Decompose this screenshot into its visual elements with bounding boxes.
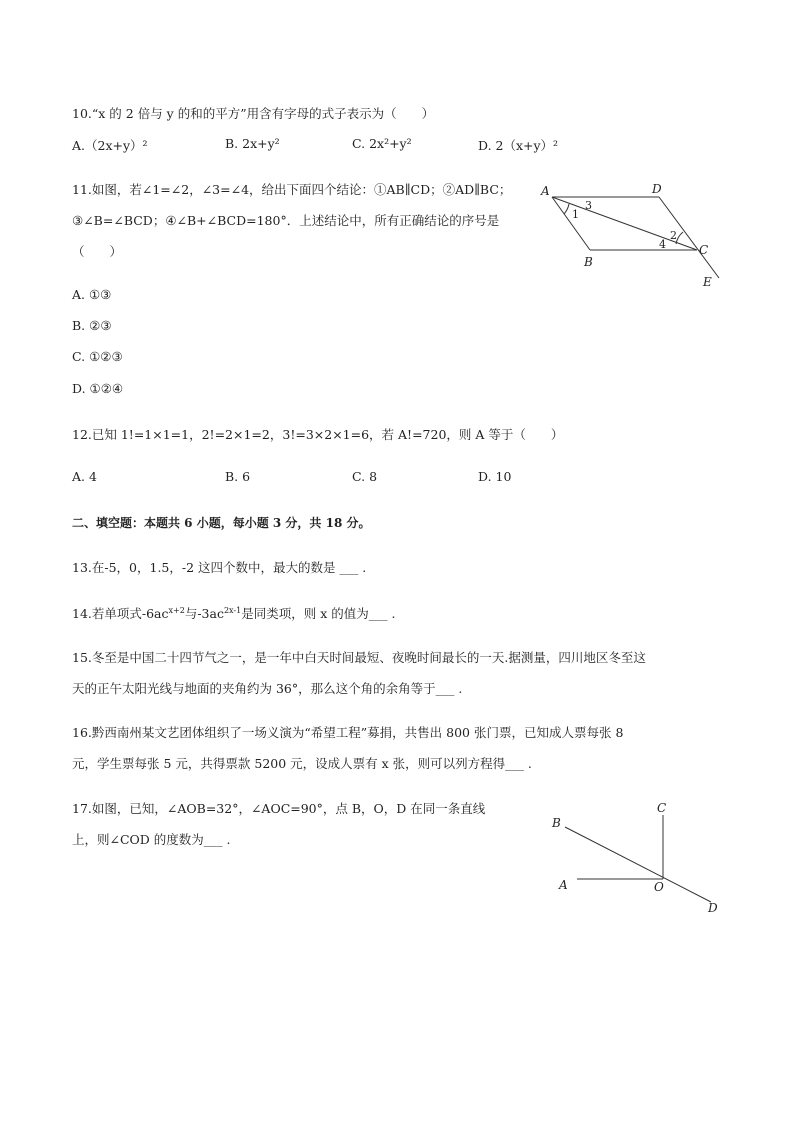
- section-2-heading: 二、填空题：本题共 6 小题，每小题 3 分，共 18 分。: [72, 516, 371, 530]
- angle-arc-1: [564, 204, 569, 214]
- q11-option-b: B. ②③: [72, 318, 112, 333]
- q13-stem: 13.在-5，0，1.5，-2 这四个数中，最大的数是 ___ .: [72, 560, 367, 575]
- q12-option-b: B. 6: [225, 469, 251, 484]
- label-c: C: [699, 243, 709, 257]
- label-a: A: [559, 878, 568, 892]
- angle-label-1: 1: [572, 208, 579, 221]
- q11-stem-line3: （ ）: [72, 244, 123, 259]
- q11-parallelogram-figure: [535, 178, 735, 293]
- line-dce: [659, 197, 719, 278]
- label-b: B: [584, 255, 593, 269]
- q14-part3: 是同类项，则 x 的值为___ .: [241, 606, 396, 621]
- line-bod: [565, 827, 711, 902]
- q10-option-c: C. 2x²+y²: [352, 136, 412, 151]
- q12-option-d: D. 10: [478, 469, 512, 484]
- diagonal-ac: [552, 197, 697, 250]
- label-d: D: [652, 182, 662, 196]
- q11-stem-line1: 11.如图，若∠1=∠2，∠3=∠4，给出下面四个结论：①AB∥CD；②AD∥BC；: [72, 182, 512, 197]
- label-c: C: [657, 801, 667, 815]
- q14-exponent-1: x+2: [168, 605, 185, 615]
- q12-option-a: A. 4: [72, 469, 97, 484]
- q11-option-c: C. ①②③: [72, 349, 123, 364]
- q14-exponent-2: 2x-1: [223, 605, 242, 615]
- q10-stem: 10.“x 的 2 倍与 y 的和的平方”用含有字母的式子表示为（ ）: [72, 106, 435, 121]
- q10-option-a: A.（2x+y）²: [72, 138, 148, 153]
- q15-stem-line1: 15.冬至是中国二十四节气之一，是一年中白天时间最短、夜晚时间最长的一天.据测量，四川地区冬至这: [72, 650, 646, 665]
- q16-stem-line1: 16.黔西南州某文艺团体组织了一场义演为“希望工程”募捐，共售出 800 张门票，已知成人票每张 8: [72, 725, 624, 740]
- q11-stem-line2: ③∠B=∠BCD；④∠B+∠BCD=180°．上述结论中，所有正确结论的序号是: [72, 213, 500, 228]
- q14-part2: 与-3ac: [184, 606, 224, 621]
- q17-stem-line2: 上，则∠COD 的度数为___ .: [72, 832, 231, 847]
- angle-label-3: 3: [585, 199, 592, 212]
- angle-label-2: 2: [670, 229, 677, 242]
- q12-option-c: C. 8: [352, 469, 378, 484]
- q16-stem-line2: 元，学生票每张 5 元，共得票款 5200 元，设成人票有 x 张，则可以列方程得___ .: [72, 756, 532, 771]
- label-o: O: [654, 880, 664, 894]
- q10-option-d: D. 2（x+y）²: [478, 138, 559, 153]
- label-d: D: [708, 901, 718, 915]
- q11-option-d: D. ①②④: [72, 381, 124, 396]
- q17-angle-figure: [545, 795, 730, 920]
- q12-stem: 12.已知 1!=1×1=1，2!=2×1=2，3!=3×2×1=6，若 A!=720，则 A 等于（ ）: [72, 427, 564, 442]
- q15-stem-line2: 天的正午太阳光线与地面的夹角约为 36°，那么这个角的余角等于___ .: [72, 681, 463, 696]
- q14-stem: [72, 604, 395, 622]
- angle-label-4: 4: [659, 238, 666, 251]
- q11-option-a: A. ①③: [72, 287, 112, 302]
- q14-part1: 14.若单项式-6ac: [72, 606, 169, 621]
- label-e: E: [703, 275, 712, 289]
- q10-option-b: B. 2x+y²: [225, 136, 280, 151]
- label-a: A: [541, 184, 550, 198]
- label-b: B: [552, 816, 561, 830]
- q17-stem-line1: 17.如图，已知，∠AOB=32°，∠AOC=90°，点 B，O，D 在同一条直线: [72, 801, 486, 816]
